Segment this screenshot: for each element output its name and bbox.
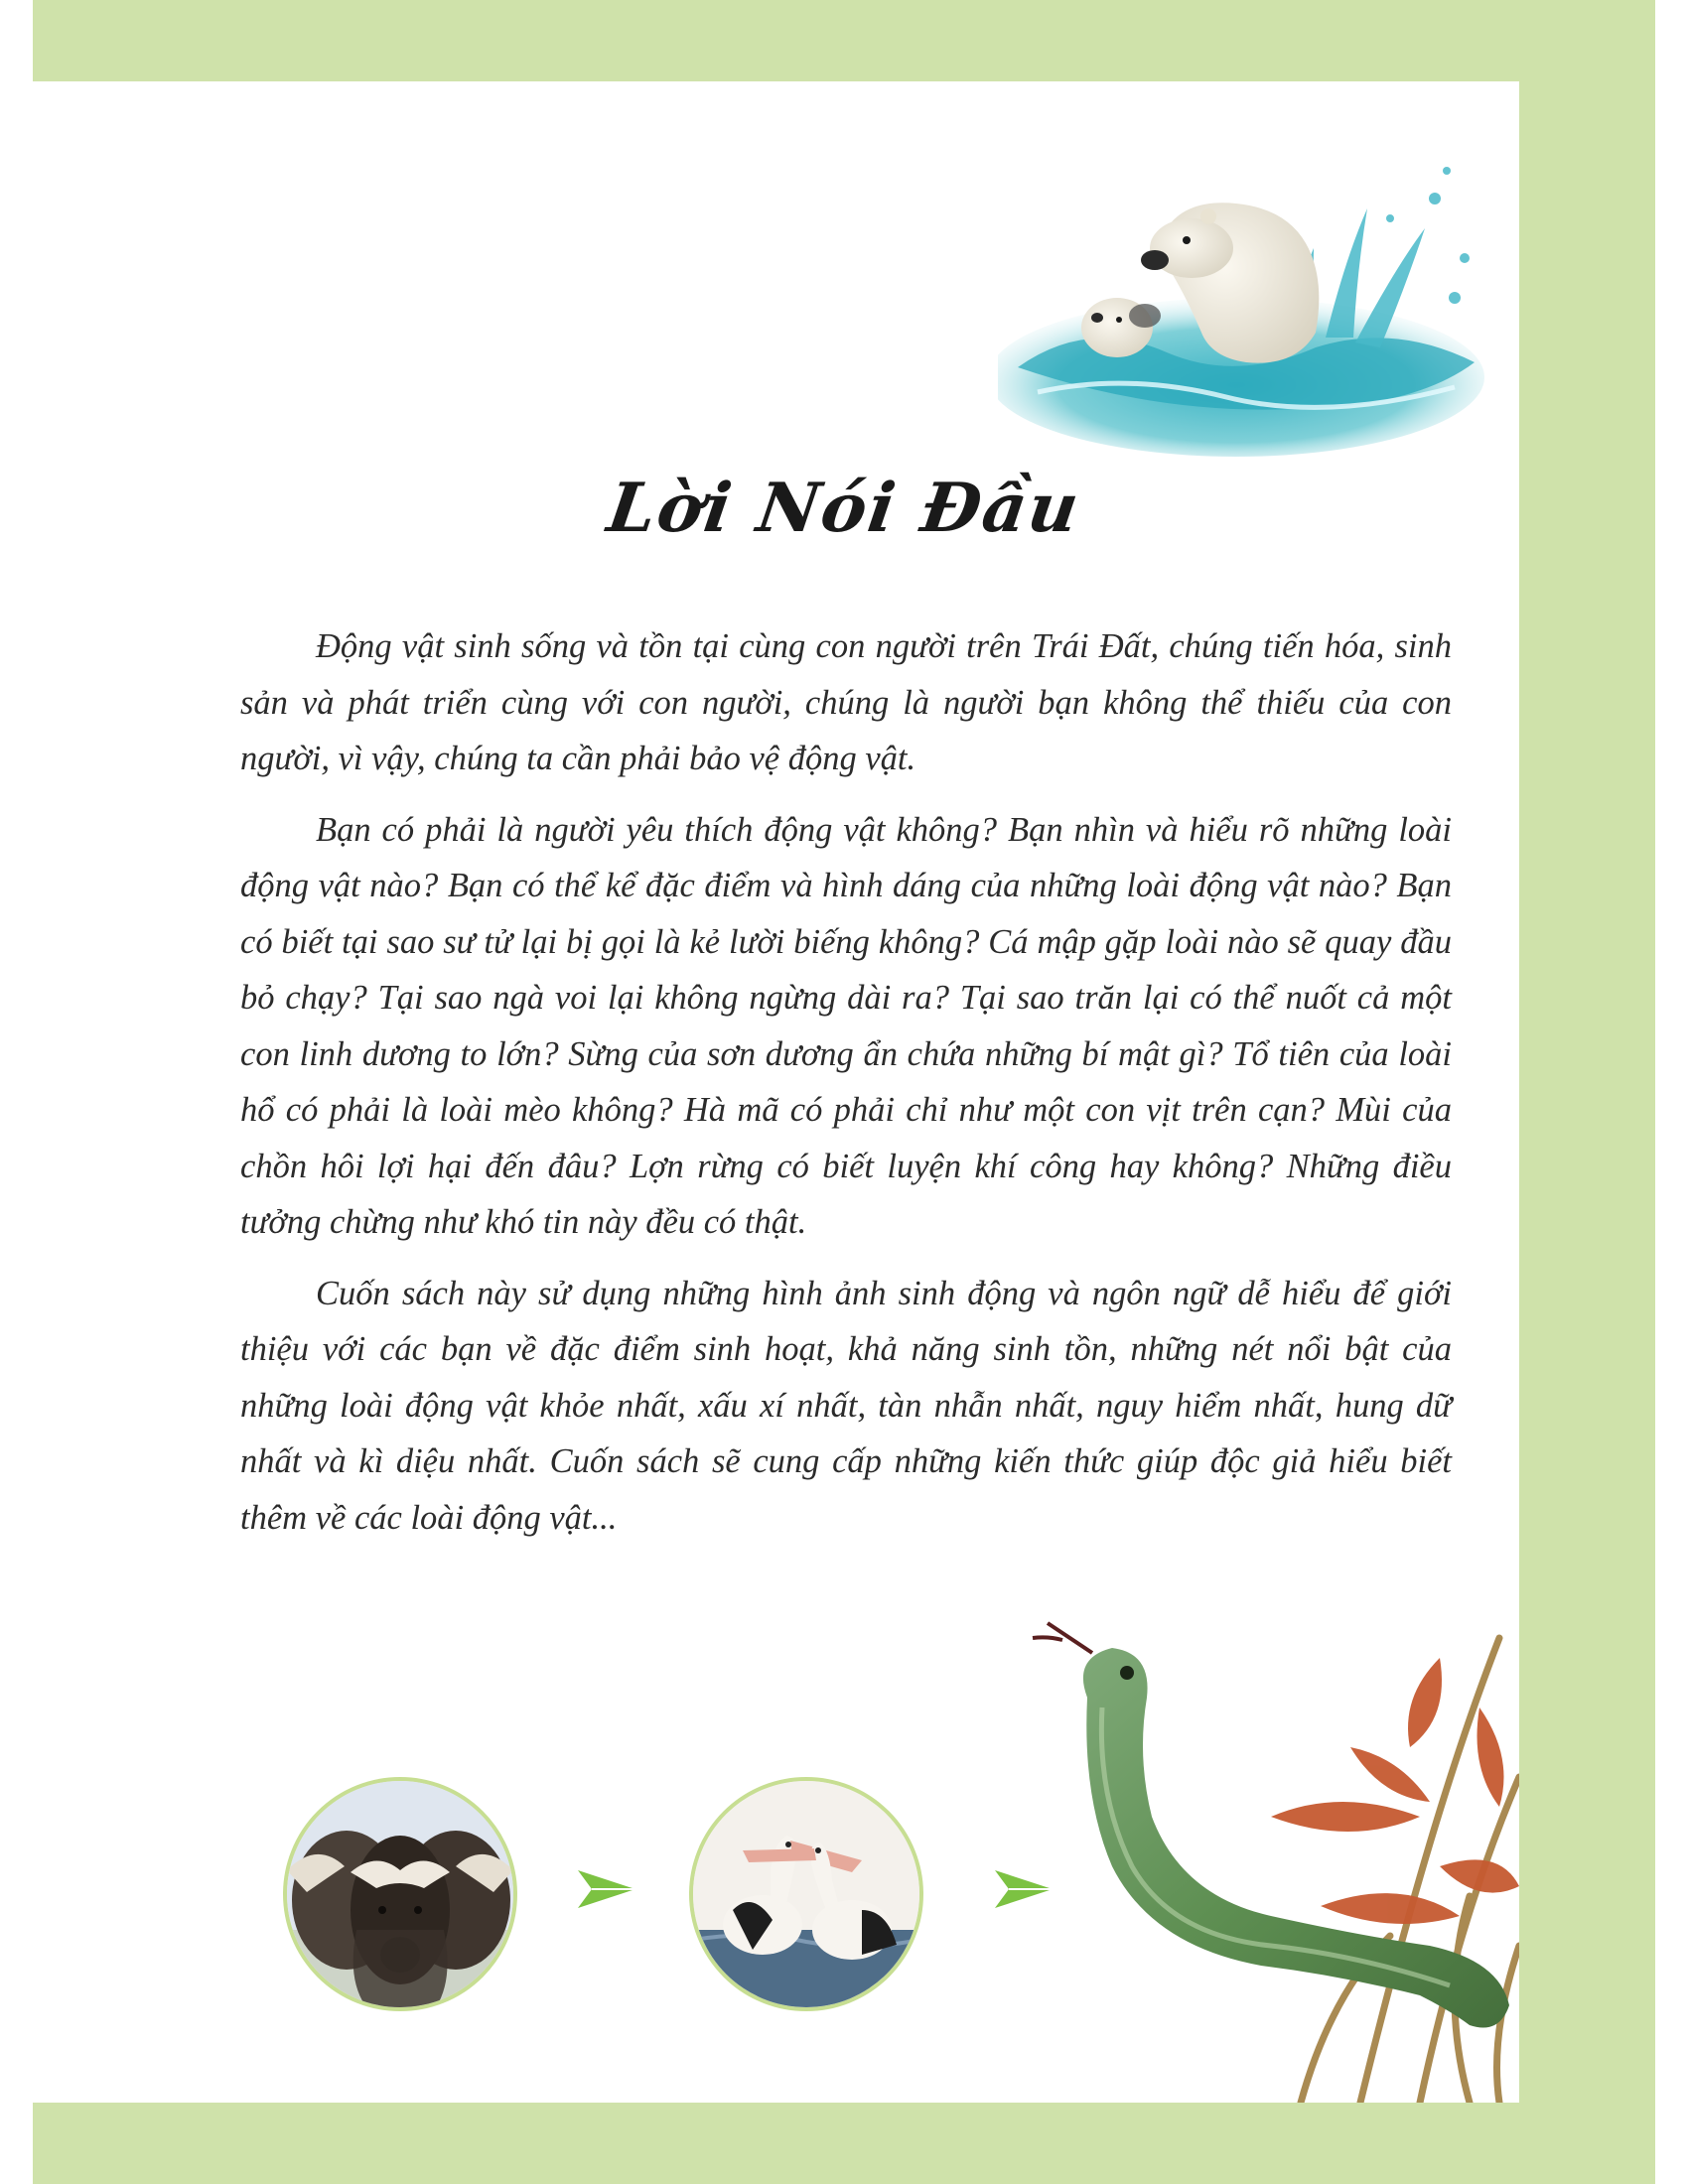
musk-ox-icon [283,1777,517,2011]
frame-right-border [1519,0,1655,2184]
arrow-right-icon [578,1870,635,1908]
green-snake-illustration [1003,1618,1519,2103]
preface-body [240,618,1452,1561]
paragraph-3: Cuốn sách này sử dụng những hình ảnh sinh động và ngôn ngữ dễ hiểu để giới thiệu với các bạn về đặc điểm sinh hoạt, khả năng sinh tồn, những nét nổi bật của những loài động vật khỏe nhất, xấu xí nhất, tàn nhẫn nhất, nguy hiểm nhất, hung dữ nhất và kì diệu nhất. Cuốn sách sẽ cung cấp những kiến thức giúp độc giả hiểu biết thêm về các loài động vật... [240,1274,1452,1537]
polar-bear-illustration [998,149,1484,467]
frame-top-border [33,0,1655,81]
frame-bottom-border [33,2103,1655,2184]
paragraph-1: Động vật sinh sống và tồn tại cùng con người trên Trái Đất, chúng tiến hóa, sinh sản và phát triển cùng với con người, chúng là người bạn không thể thiếu của con người, vì vậy, chúng ta cần phải bảo vệ động vật. [240,627,1452,777]
paragraph-2: Bạn có phải là người yêu thích động vật không? Bạn nhìn và hiểu rõ những loài động vật nào? Bạn có thể kể đặc điểm và hình dáng của những loài động vật nào? Bạn có biết tại sao sư tử lại bị gọi là kẻ lười biếng không? Cá mập gặp loài nào sẽ quay đầu bỏ chạy? Tại sao ngà voi lại không ngừng dài ra? Tại sao trăn lại có thể nuốt cả một con linh dương to lớn? Sừng của sơn dương ẩn chứa những bí mật gì? Tổ tiên của loài hổ có phải là loài mèo không? Hà mã có phải chỉ như một con vịt trên cạn? Mùi của chồn hôi lợi hại đến đâu? Lợn rừng có biết luyện khí công hay không? Những điều tưởng chừng như khó tin này đều có thật. [240,810,1452,1241]
pelican-icon [689,1777,923,2011]
page-title: Lời Nói Đầu [603,469,1085,548]
